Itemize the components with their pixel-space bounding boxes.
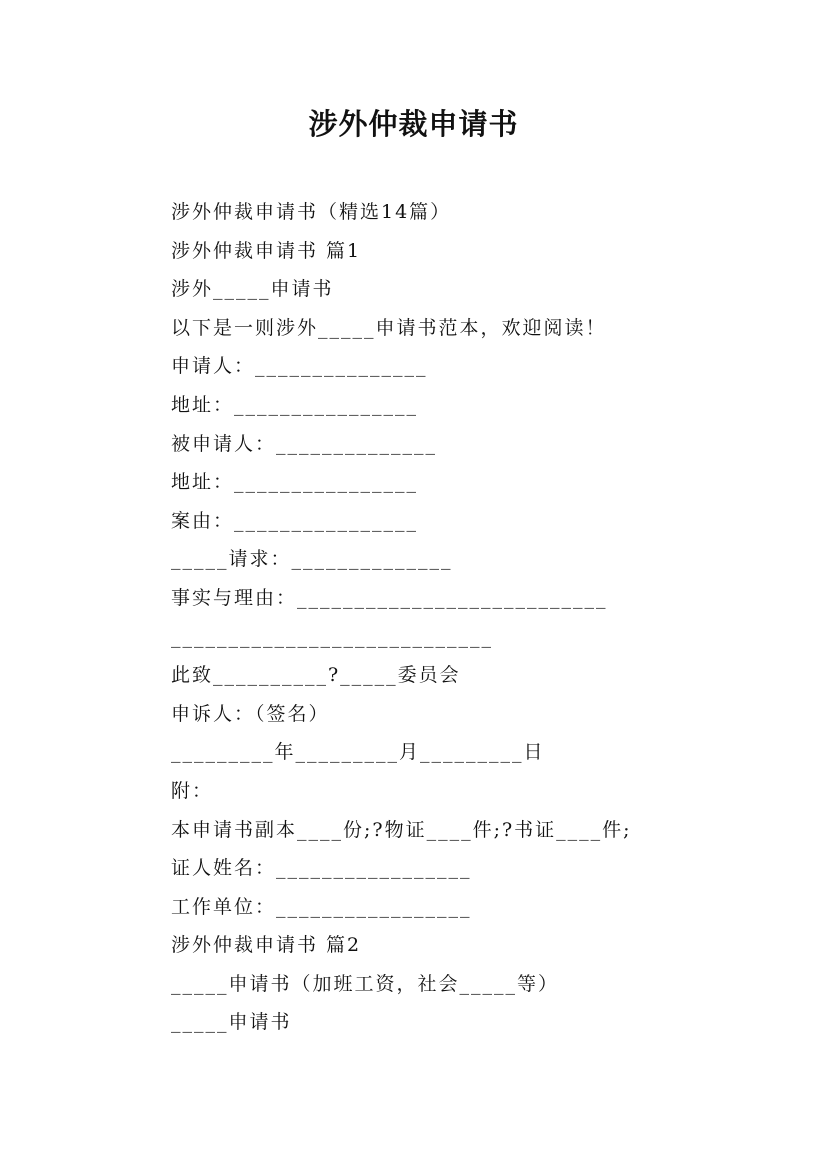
document-title: 涉外仲裁申请书 xyxy=(308,107,519,141)
signature-line: 申诉人：（签名） xyxy=(171,702,330,725)
form-title: 涉外_____申请书 xyxy=(171,278,334,301)
intro-text: 以下是一则涉外_____申请书范本，欢迎阅读！ xyxy=(171,316,607,339)
section-heading-2: 涉外仲裁申请书 篇2 xyxy=(171,934,362,957)
facts-reasons-field: 事实与理由：___________________________ xyxy=(171,586,608,609)
applicant-address-field: 地址：________________ xyxy=(171,393,419,416)
facts-reasons-continuation: ____________________________ xyxy=(171,625,493,648)
attachment-counts: 本申请书副本____份;?物证____件;?书证____件; xyxy=(171,818,632,841)
respondent-field: 被申请人：______________ xyxy=(171,432,438,455)
document-body xyxy=(171,193,791,1042)
heading-selection: 涉外仲裁申请书（精选14篇） xyxy=(171,201,452,223)
witness-employer-field: 工作单位：_________________ xyxy=(171,895,472,918)
request-field: _____请求：______________ xyxy=(171,548,453,571)
form-title-2: _____申请书（加班工资，社会_____等） xyxy=(171,972,560,995)
addressee-line: 此致__________?_____委员会 xyxy=(171,664,461,687)
attachment-heading: 附： xyxy=(171,779,214,802)
applicant-field: 申请人：_______________ xyxy=(171,355,428,378)
respondent-address-field: 地址：________________ xyxy=(171,471,419,494)
witness-name-field: 证人姓名：_________________ xyxy=(171,857,472,880)
date-line: _________年_________月_________日 xyxy=(171,741,545,764)
section-heading-1: 涉外仲裁申请书 篇1 xyxy=(171,239,362,262)
case-cause-field: 案由：________________ xyxy=(171,509,419,532)
form-title-3: _____申请书 xyxy=(171,1011,292,1034)
